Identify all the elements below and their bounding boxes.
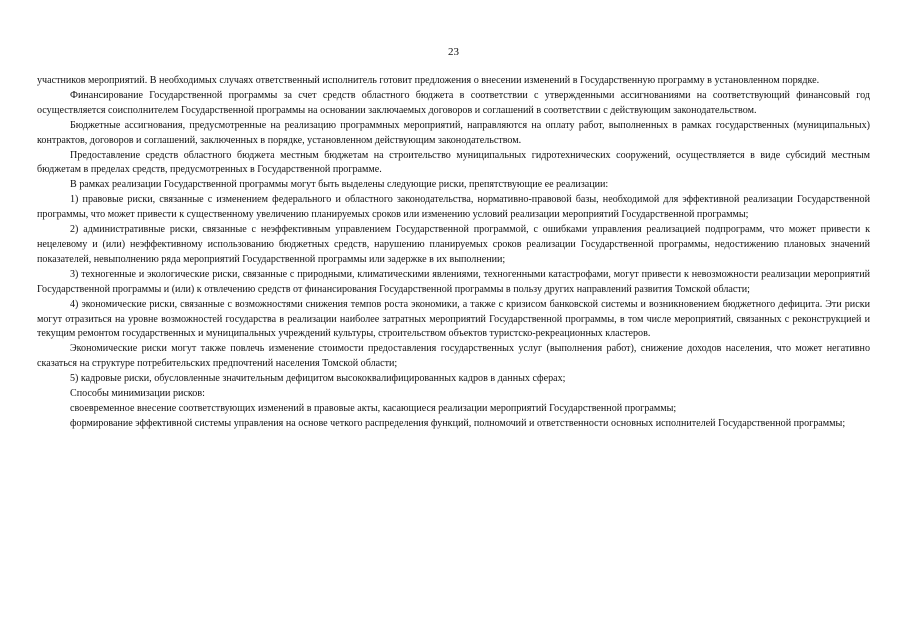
paragraph: 3) техногенные и экологические риски, связанные с природными, климатическими явлениями, техногенными катастрофами, могут привести к невозможности реализации мероприятий Государственной программы и (или) к отвлечению средств от финансирования Государственной программы в пользу других направлений развития Томской области;	[37, 268, 870, 295]
paragraph: Финансирование Государственной программы за счет средств областного бюджета в соответствии с утвержденными ассигнованиями на соответствующий финансовый год осуществляется соисполнителем Государственной программы на основании заключаемых договоров и соглашений в соответствии с действующим законодательством.	[37, 89, 870, 116]
document-body	[37, 74, 870, 432]
paragraph: 5) кадровые риски, обусловленные значительным дефицитом высококвалифицированных кадров в данных сферах;	[70, 373, 566, 385]
paragraph: В рамках реализации Государственной программы могут быть выделены следующие риски, препятствующие ее реализации:	[70, 179, 609, 191]
paragraph: формирование эффективной системы управления на основе четкого распределения функций, полномочий и ответственности основных исполнителей Государственной программы;	[70, 417, 846, 429]
paragraph: своевременное внесение соответствующих изменений в правовые акты, касающиеся реализации мероприятий Государственной программы;	[70, 402, 677, 414]
paragraph: 1) правовые риски, связанные с изменением федерального и областного законодательства, нормативно-правовой базы, необходимой для эффективной реализации Государственной программы, что может привести к существенному увеличению планируемых сроков или изменению условий реализации мероприятий Государственной программы;	[37, 194, 870, 221]
paragraph: участников мероприятий. В необходимых случаях ответственный исполнитель готовит предложения о внесении изменений в Государственную программу в установленном порядке.	[37, 75, 820, 86]
paragraph: Экономические риски могут также повлечь изменение стоимости предоставления государственных услуг (выполнения работ), снижение доходов населения, что может негативно сказаться на структуре потребительских предпочтений населения Томской области;	[37, 343, 870, 370]
page-number: 23	[448, 46, 459, 58]
paragraph: Способы минимизации рисков:	[70, 388, 205, 400]
paragraph: 2) административные риски, связанные с неэффективным управлением Государственной программой, с ошибками управления реализацией подпрограмм, что может привести к нецелевому и (или) неэффективному использованию бюджетных средств, нарушению планируемых сроков реализации Государственной программы, недостижению плановых значений показателей, невыполнению ряда мероприятий Государственной программы или задержке в их выполнении;	[37, 224, 870, 265]
paragraph: Бюджетные ассигнования, предусмотренные на реализацию программных мероприятий, направляются на оплату работ, выполненных в рамках государственных (муниципальных) контрактов, договоров и соглашений, заключенных в порядке, установленном действующим законодательством.	[37, 119, 870, 146]
paragraph: 4) экономические риски, связанные с возможностями снижения темпов роста экономики, а также с кризисом банковской системы и возникновением бюджетного дефицита. Эти риски могут отразиться на уровне возможностей государства в реализации наиболее затратных мероприятий Государственной программы, в том числе мероприятий, связанных с реконструкцией и текущим ремонтом государственных и муниципальных учреждений культуры, строительством объектов туристско-рекреационных кластеров.	[37, 298, 870, 340]
document-page	[37, 0, 870, 640]
paragraph: Предоставление средств областного бюджета местным бюджетам на строительство муниципальных гидротехнических сооружений, осуществляется в виде субсидий местным бюджетам в пределах средств, предусмотренных в Государственной программе.	[37, 149, 870, 176]
